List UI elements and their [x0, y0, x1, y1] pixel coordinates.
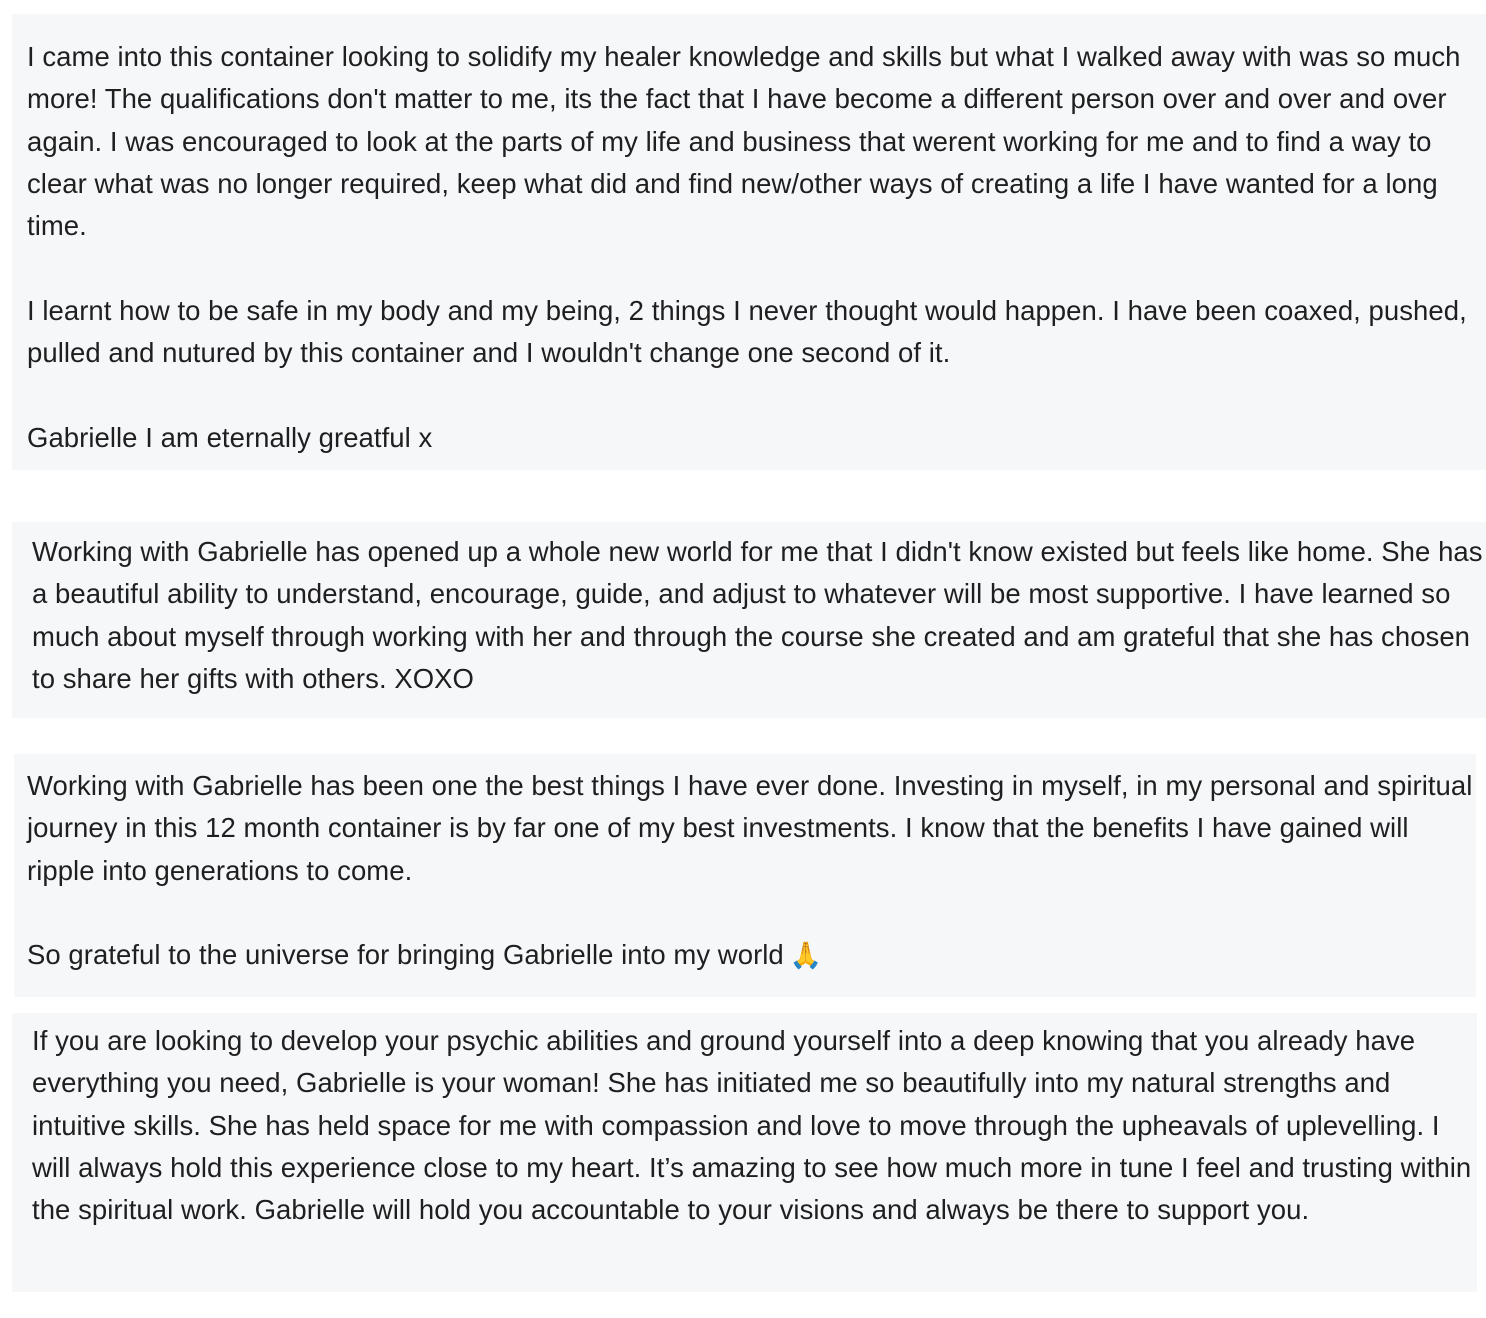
testimonial-card-1 — [12, 14, 1486, 470]
testimonial-1-paragraph-3: Gabrielle I am eternally greatful x — [27, 421, 433, 453]
testimonial-3-paragraph-2 — [27, 934, 1476, 977]
praying-hands-icon: 🙏 — [789, 941, 823, 972]
testimonial-card-3 — [14, 754, 1476, 997]
testimonial-card-2 — [12, 522, 1486, 718]
testimonial-4-paragraph-1: If you are looking to develop your psychic abilities and ground yourself into a deep knowing that you already have everything you need, Gabrielle is your woman! She has initiated me so beautifully into my natural strengths and intuitive skills. She has held space for me with compassion and love to move through the upheavals of uplevelling. I will always hold this experience close to my heart. It’s amazing to see how much more in tune I feel and trusting within the spiritual work. Gabrielle will hold you accountable to your visions and always be there to support you. — [32, 1025, 1472, 1226]
testimonial-1-paragraph-1: I came into this container looking to solidify my healer knowledge and skills but what I walked away with was so much more! The qualifications don't matter to me, its the fact that I have become a different person over and over and over again. I was encouraged to look at the parts of my life and business that werent working for me and to find a way to clear what was no longer required, keep what did and find new/other ways of creating a life I have wanted for a long time. — [27, 41, 1461, 242]
testimonial-card-4 — [12, 1013, 1477, 1292]
testimonial-2-paragraph-1: Working with Gabrielle has opened up a whole new world for me that I didn't know existed but feels like home. She has a beautiful ability to understand, encourage, guide, and adjust to whatever will be most supportive. I have learned so much about myself through working with her and through the course she created and am grateful that she has chosen to share her gifts with others. XOXO — [32, 536, 1483, 694]
testimonial-1-paragraph-2: I learnt how to be safe in my body and my being, 2 things I never thought would happen. I have been coaxed, pushed, pulled and nutured by this container and I wouldn't change one second of it. — [27, 294, 1467, 369]
testimonial-3-paragraph-1: Working with Gabrielle has been one the best things I have ever done. Investing in myself, in my personal and spiritual journey in this 12 month container is by far one of my best investments. I know that the benefits I have gained will ripple into generations to come. — [27, 770, 1473, 886]
testimonial-3-paragraph-2-text: So grateful to the universe for bringing Gabrielle into my world — [27, 939, 784, 971]
